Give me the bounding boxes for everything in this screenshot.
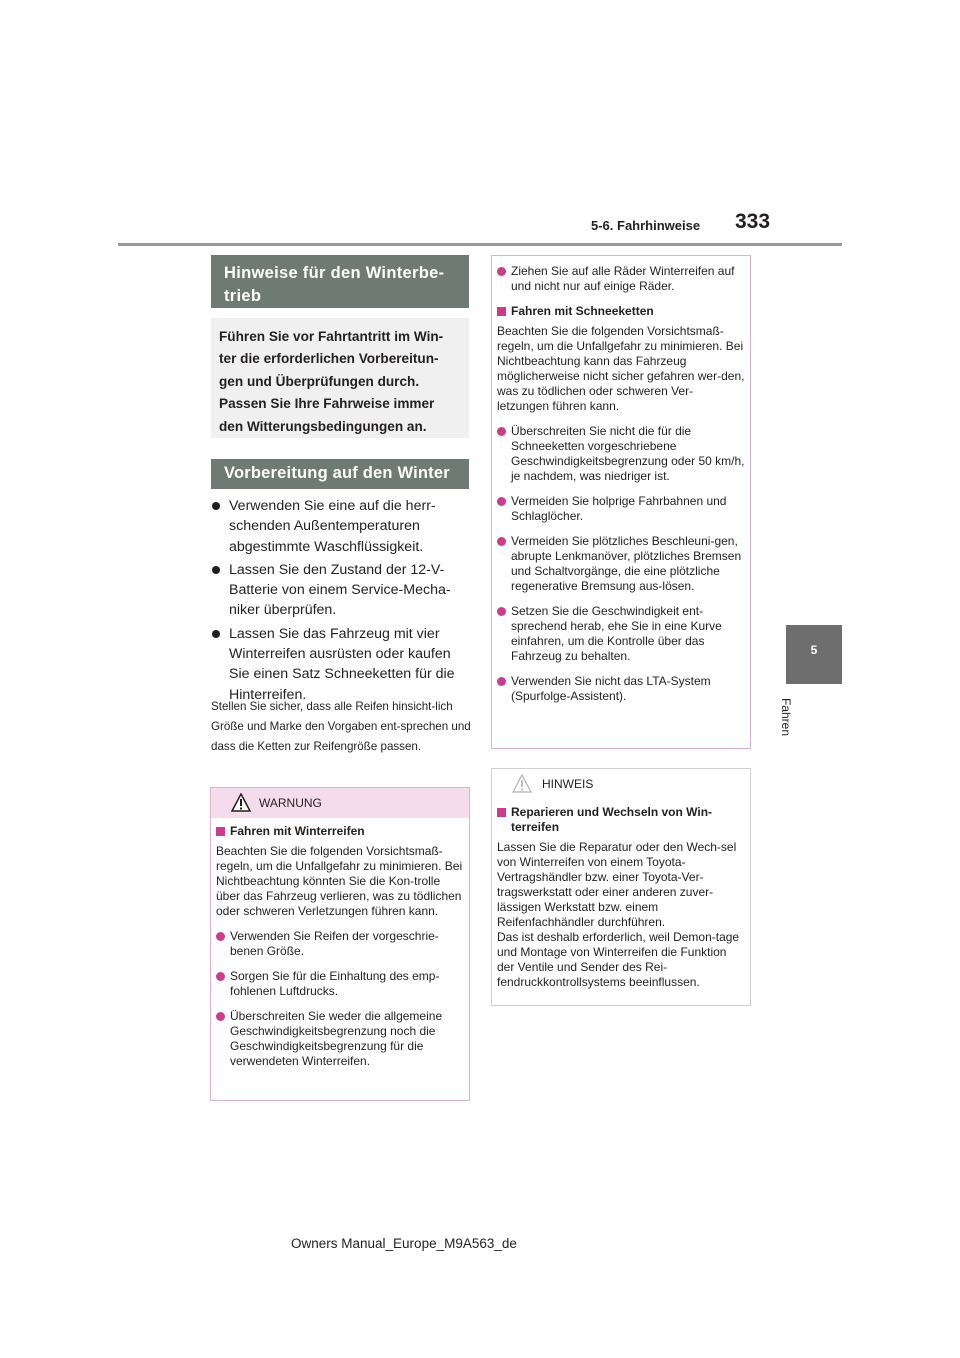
- intro-line: Passen Sie Ihre Fahrweise immer: [219, 396, 435, 412]
- warning-header: [211, 788, 469, 818]
- notice-header: [492, 769, 750, 799]
- warning-paragraph: Beachten Sie die folgenden Vorsichtsmaß-regeln, um die Unfallgefahr zu minimieren. Bei Nichtbeachtung könnten Sie die Kon-trolle über das Fahrzeug verlieren, was zu tödlichen oder schweren Verletzungen führen kann.: [216, 844, 463, 918]
- list-item: Verwenden Sie nicht das LTA-System (Spurfolge-Assistent).: [497, 674, 745, 704]
- warning-body: [211, 818, 469, 1085]
- warning-subtitle: Fahren mit Winterreifen: [216, 824, 464, 839]
- intro-line: den Witterungsbedingungen an.: [219, 418, 427, 434]
- notice-triangle-icon: [512, 774, 532, 793]
- warning-box: [210, 787, 470, 1101]
- notice-subtitle: Reparieren und Wechseln von Win-terreifen: [497, 805, 745, 835]
- notice-title: HINWEIS: [542, 777, 594, 791]
- footer-text: Owners Manual_Europe_M9A563_de: [291, 1236, 517, 1251]
- list-item: Ziehen Sie auf alle Räder Winterreifen auf und nicht nur auf einige Räder.: [497, 264, 745, 294]
- list-item: Verwenden Sie Reifen der vorgeschrie-benen Größe.: [216, 929, 464, 959]
- section-heading-text: Hinweise für den Winterbe-trieb: [224, 264, 445, 305]
- intro-line: gen und Überprüfungen durch.: [219, 373, 420, 389]
- page-number: 333: [735, 210, 771, 233]
- list-item: Setzen Sie die Geschwindigkeit ent-sprechend herab, ehe Sie in eine Kurve einfahren, um die Kontrolle über das Fahrzeug zu behalten.: [497, 604, 745, 664]
- list-item: Sorgen Sie für die Einhaltung des emp-fohlenen Luftdrucks.: [216, 969, 464, 999]
- bullet-list: [211, 496, 471, 708]
- list-item: Überschreiten Sie nicht die für die Schneeketten vorgeschriebene Geschwindigkeitsbegrenzung oder 50 km/h, je nachdem, was niedriger ist.: [497, 424, 745, 484]
- list-item: Lassen Sie den Zustand der 12-V-Batterie von einem Service-Mecha-niker überprüfen.: [211, 560, 471, 621]
- list-item: Lassen Sie das Fahrzeug mit vier Winterreifen ausrüsten oder kaufen Sie einen Satz Schneeketten für die Hinterreifen.: [211, 624, 471, 705]
- section-heading-winter: [211, 255, 469, 308]
- chains-subtitle: Fahren mit Schneeketten: [497, 304, 745, 319]
- intro-text: [219, 326, 465, 438]
- intro-line: ter die erforderlichen Vorbereitun-: [219, 351, 439, 367]
- notice-paragraph: Lassen Sie die Reparatur oder den Wech-sel von Winterreifen von einem Toyota-Vertragshändler bzw. einer Toyota-Ver-tragswerkstatt oder einer anderen zuver-lässigen Werkstatt bzw. einem Reifenfachhändler durchführen.: [497, 840, 737, 929]
- list-item: Vermeiden Sie holprige Fahrbahnen und Schlaglöcher.: [497, 494, 745, 524]
- list-item: Überschreiten Sie weder die allgemeine Geschwindigkeitsbegrenzung noch die Geschwindigkeitsbegrenzung für die verwendeten Winterreifen.: [216, 1009, 464, 1069]
- note-text: Stellen Sie sicher, dass alle Reifen hinsicht-lich Größe und Marke den Vorgaben ent-sprechen und dass die Ketten zur Reifengröße passen.: [211, 700, 471, 754]
- intro-box: [211, 318, 469, 438]
- notice-paragraph: Das ist deshalb erforderlich, weil Demon-tage und Montage von Winterreifen die Funktion der Ventile und Sender des Rei-fendruckkontrollsystems beeinflussen.: [497, 930, 740, 989]
- header-rule: [118, 243, 842, 246]
- notice-body: [492, 799, 750, 996]
- chapter-number: 5: [810, 643, 818, 657]
- warning-continuation-box: [491, 255, 751, 749]
- list-item: Vermeiden Sie plötzliches Beschleuni-gen, abrupte Lenkmanöver, plötzliches Bremsen und Schaltvorgänge, die eine plötzliche regenerative Bremsung aus-lösen.: [497, 534, 745, 594]
- warning-triangle-icon: [231, 793, 251, 812]
- chains-paragraph: Beachten Sie die folgenden Vorsichtsmaß-regeln, um die Unfallgefahr zu minimieren. Bei Nichtbeachtung kann das Fahrzeug möglicherweise nicht sicher gefahren wer-den, was zu tödlichen oder schweren Ver-letzungen führen kann.: [497, 324, 745, 413]
- subsection-heading-text: Vorbereitung auf den Winter: [224, 464, 450, 482]
- warning-continuation-body: [492, 256, 750, 720]
- intro-line: Führen Sie vor Fahrtantritt im Win-: [219, 329, 444, 344]
- notice-box: [491, 768, 751, 1006]
- section-title: 5-6. Fahrhinweise: [591, 218, 701, 233]
- chapter-label: Fahren: [779, 697, 793, 737]
- warning-title: WARNUNG: [259, 796, 322, 810]
- subsection-heading: [211, 459, 469, 489]
- list-item: Verwenden Sie eine auf die herr-schenden Außentemperaturen abgestimmte Waschflüssigkeit.: [211, 496, 471, 557]
